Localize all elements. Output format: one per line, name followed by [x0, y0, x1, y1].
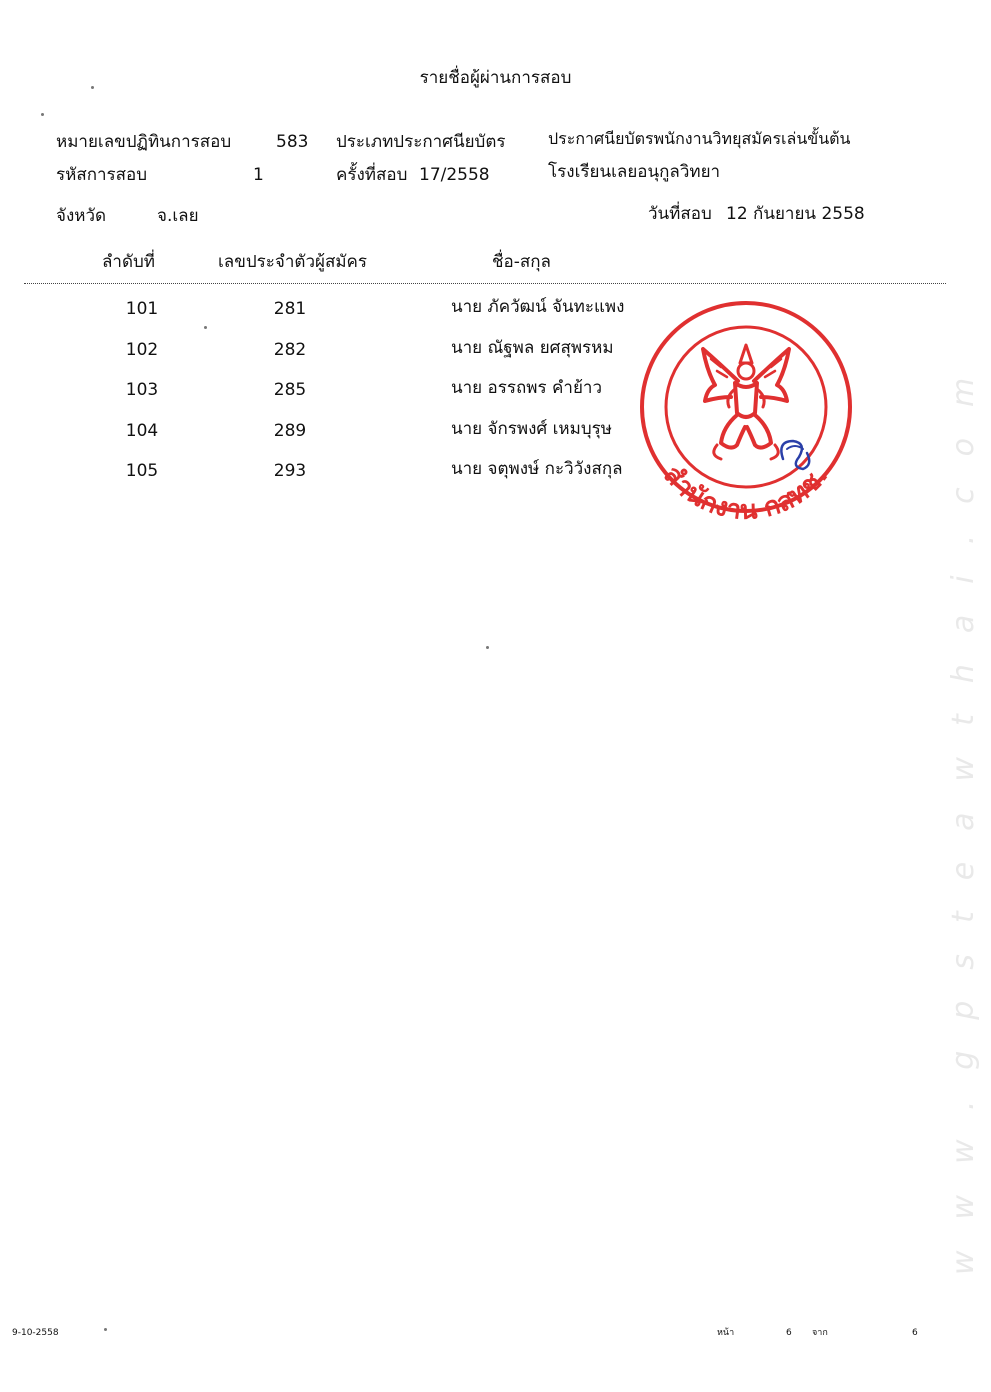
row-name: นาย จตุพงษ์ กะวิวังสกุล [451, 459, 623, 479]
stamp-text: สำนักงาน กสทช. [657, 460, 835, 523]
scan-speck [104, 1328, 107, 1331]
row-order: 101 [125, 299, 159, 319]
province-value: จ.เลย [157, 206, 199, 226]
row-name: นาย ณัฐพล ยศสุพรหม [451, 338, 614, 358]
header-divider [24, 283, 946, 284]
row-applicant-no: 282 [273, 340, 307, 360]
certificate-type-value: ประกาศนียบัตรพนักงานวิทยุสมัครเล่นขั้นต้น [548, 129, 851, 148]
row-name: นาย อรรถพร คำย้าว [451, 378, 603, 398]
page-of-label: จาก [812, 1328, 828, 1338]
scan-speck [204, 326, 207, 329]
page-total: 6 [912, 1328, 918, 1338]
exam-date-label: วันที่สอบ [648, 204, 712, 224]
exam-code-label: รหัสการสอบ [56, 165, 148, 185]
row-name: นาย ภัควัฒน์ จันทะแพง [451, 297, 625, 317]
row-applicant-no: 285 [273, 380, 307, 400]
exam-code-value: 1 [253, 165, 264, 185]
page-current: 6 [786, 1328, 792, 1338]
official-seal-stamp [637, 293, 855, 523]
scan-speck [91, 86, 94, 89]
exam-date-value: 12 กันยายน 2558 [726, 204, 865, 224]
certificate-type-label: ประเภทประกาศนียบัตร [336, 132, 506, 152]
scan-speck [41, 113, 44, 116]
row-applicant-no: 281 [273, 299, 307, 319]
row-order: 104 [125, 421, 159, 441]
exam-venue: โรงเรียนเลยอนุกูลวิทยา [548, 162, 721, 182]
exam-round-value: 17/2558 [419, 165, 490, 185]
province-label: จังหวัด [56, 206, 107, 226]
page-title: รายชื่อผู้ผ่านการสอบ [419, 68, 572, 88]
row-name: นาย จักรพงศ์ เหมบุรุษ [451, 419, 612, 439]
row-order: 105 [125, 461, 159, 481]
exam-round-label: ครั้งที่สอบ [336, 165, 408, 185]
column-header-applicant-no: เลขประจำตัวผู้สมัคร [218, 252, 368, 272]
row-order: 103 [125, 380, 159, 400]
row-applicant-no: 289 [273, 421, 307, 441]
scan-speck [486, 646, 489, 649]
column-header-name: ชื่อ-สกุล [492, 252, 551, 272]
exam-calendar-value: 583 [276, 132, 309, 152]
row-applicant-no: 293 [273, 461, 307, 481]
column-header-order: ลำดับที่ [102, 252, 156, 272]
page-label: หน้า [717, 1328, 735, 1338]
exam-calendar-label: หมายเลขปฏิทินการสอบ [56, 132, 232, 152]
website-watermark: www.gpsteawthai.com [946, 346, 981, 1275]
print-date: 9-10-2558 [12, 1328, 59, 1338]
row-order: 102 [125, 340, 159, 360]
